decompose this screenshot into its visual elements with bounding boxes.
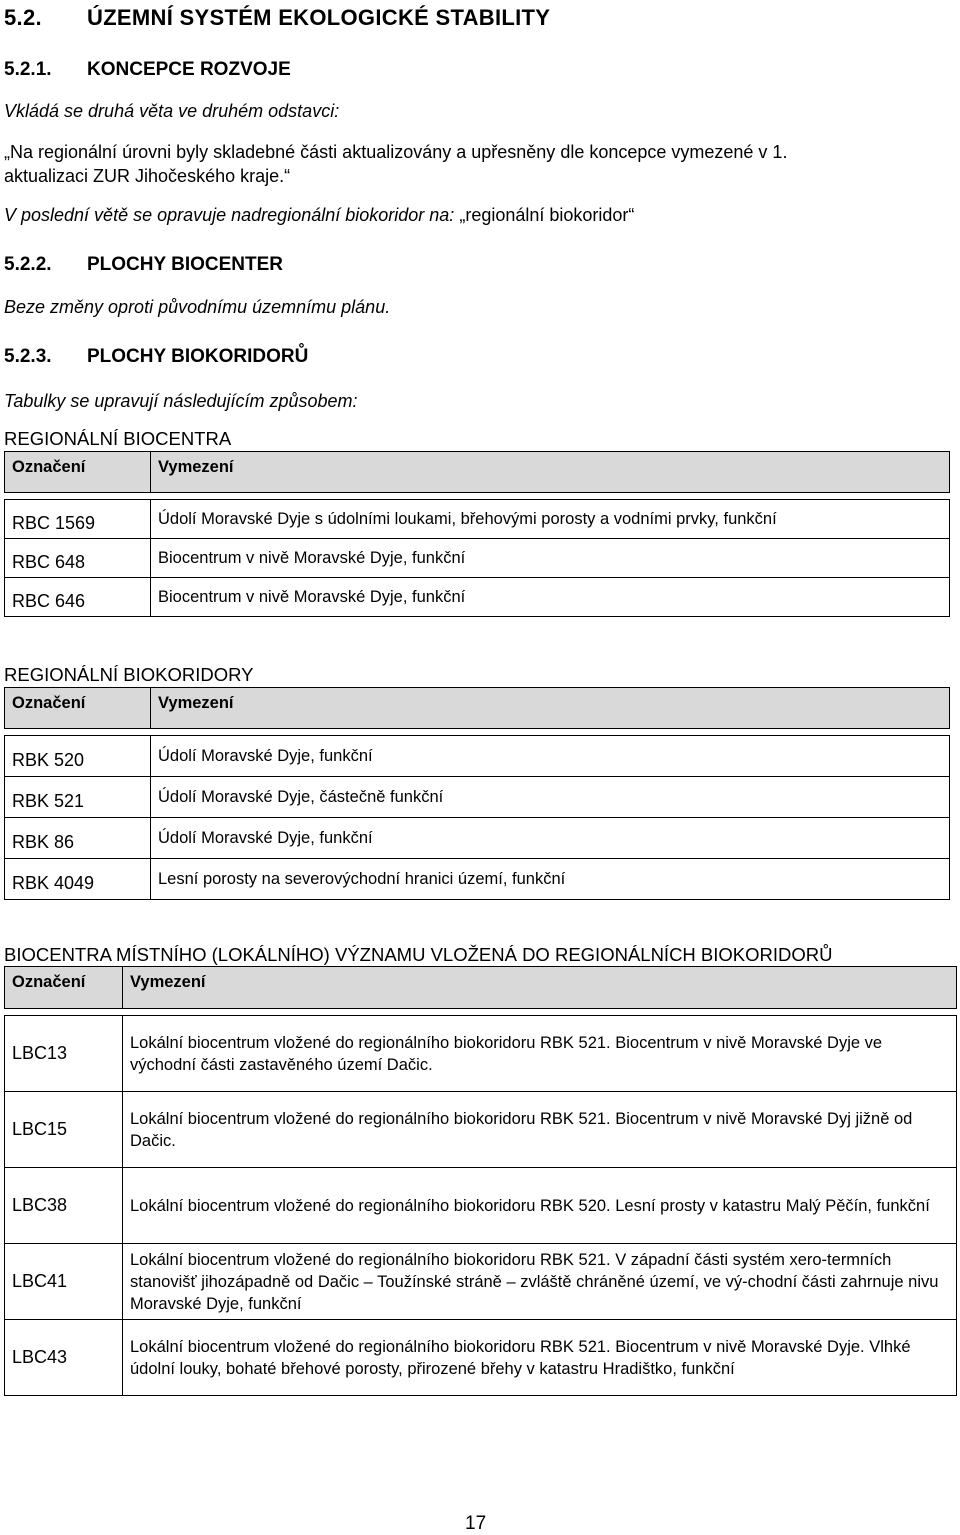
section-title: ÚZEMNÍ SYSTÉM EKOLOGICKÉ STABILITY <box>87 5 551 30</box>
quote-line-2: aktualizaci ZUR Jihočeského kraje.“ <box>4 166 291 186</box>
row-desc: Lokální biocentrum vložené do regionálního biokoridoru RBK 520. Lesní prosty v katastru Malý Pěčín, funkční <box>123 1168 957 1244</box>
row-code: LBC41 <box>5 1244 123 1320</box>
table-row <box>5 1244 957 1320</box>
table-row <box>5 818 950 859</box>
intro-text: Vkládá se druhá věta ve druhém odstavci: <box>4 101 340 121</box>
row-desc: Lokální biocentrum vložené do regionálního biokoridoru RBK 521. V západní části systém xero-termních stanovišť jihozápadně od Dačic – Toužínské stráně – zvláště chráněné území, ve vý-chodní části zahrnuje nivu Moravské Dyje, funkční <box>123 1244 957 1320</box>
table-row <box>5 1320 957 1396</box>
row-code: RBC 648 <box>5 539 151 578</box>
section-number: 5.2. <box>4 5 42 30</box>
table3-title: BIOCENTRA MÍSTNÍHO (LOKÁLNÍHO) VÝZNAMU VLOŽENÁ DO REGIONÁLNÍCH BIOKORIDORŮ <box>4 944 833 965</box>
section-heading-5-2 <box>4 5 550 31</box>
row-code: LBC13 <box>5 1016 123 1092</box>
table-header-row <box>5 452 950 493</box>
table-row <box>5 859 950 900</box>
row-desc: Údolí Moravské Dyje, částečně funkční <box>151 777 950 818</box>
row-code: RBK 520 <box>5 736 151 777</box>
table-spacer <box>5 729 950 736</box>
quote-line-1: „Na regionální úrovni byly skladebné části aktualizovány a upřesněny dle koncepce vymezené v 1. <box>4 142 788 162</box>
row-desc: Lokální biocentrum vložené do regionálního biokoridoru RBK 521. Biocentrum v nivě Moravské Dyje ve východní části zastavěného území Dačic. <box>123 1016 957 1092</box>
table-row <box>5 777 950 818</box>
row-code: RBK 521 <box>5 777 151 818</box>
column-header-desc: Vymezení <box>151 688 950 729</box>
table-row <box>5 539 950 578</box>
correction-text <box>4 205 634 226</box>
regional-biocorridors-table <box>4 687 950 900</box>
column-header-code: Označení <box>5 452 151 493</box>
tables-intro-text: Tabulky se upravují následujícím způsobem: <box>4 391 358 411</box>
row-desc: Údolí Moravské Dyje s údolními loukami, břehovými porosty a vodními prvky, funkční <box>151 500 950 539</box>
correction-label: V poslední větě se opravuje nadregionální biokoridor na: <box>4 205 455 225</box>
row-code: RBC 1569 <box>5 500 151 539</box>
table-row <box>5 578 950 617</box>
row-code: RBK 86 <box>5 818 151 859</box>
local-biocenters-table <box>4 966 957 1396</box>
column-header-desc: Vymezení <box>151 452 950 493</box>
row-desc: Údolí Moravské Dyje, funkční <box>151 818 950 859</box>
section-title: PLOCHY BIOKORIDORŮ <box>87 346 309 367</box>
section-heading-5-2-1 <box>4 59 291 81</box>
row-code: RBK 4049 <box>5 859 151 900</box>
section-number: 5.2.3. <box>4 346 52 367</box>
table1-title: REGIONÁLNÍ BIOCENTRA <box>4 428 232 449</box>
table-spacer <box>5 1009 957 1016</box>
table-row <box>5 500 950 539</box>
section-heading-5-2-3 <box>4 346 308 368</box>
row-code: RBC 646 <box>5 578 151 617</box>
row-desc: Lokální biocentrum vložené do regionálního biokoridoru RBK 521. Biocentrum v nivě Moravské Dyj jižně od Dačic. <box>123 1092 957 1168</box>
section-title: PLOCHY BIOCENTER <box>87 254 284 275</box>
table-spacer <box>5 493 950 500</box>
table-header-row <box>5 688 950 729</box>
no-change-text: Beze změny oproti původnímu územnímu plánu. <box>4 297 391 317</box>
section-number: 5.2.2. <box>4 254 52 275</box>
table2-title: REGIONÁLNÍ BIOKORIDORY <box>4 664 254 685</box>
column-header-desc: Vymezení <box>123 967 957 1009</box>
correction-value: „regionální biokoridor“ <box>459 205 635 225</box>
row-desc: Údolí Moravské Dyje, funkční <box>151 736 950 777</box>
row-desc: Biocentrum v nivě Moravské Dyje, funkční <box>151 539 950 578</box>
table-row <box>5 1016 957 1092</box>
regional-biocenters-table <box>4 451 950 617</box>
table-header-row <box>5 967 957 1009</box>
column-header-code: Označení <box>5 688 151 729</box>
row-desc: Biocentrum v nivě Moravské Dyje, funkční <box>151 578 950 617</box>
column-header-code: Označení <box>5 967 123 1009</box>
row-desc: Lokální biocentrum vložené do regionálního biokoridoru RBK 521. Biocentrum v nivě Moravské Dyje. Vlhké údolní louky, bohaté břehové porosty, přirozené břehy v katastru Hradištko, funkční <box>123 1320 957 1396</box>
page-number: 17 <box>465 1513 487 1534</box>
section-title: KONCEPCE ROZVOJE <box>87 59 291 80</box>
section-number: 5.2.1. <box>4 59 52 80</box>
row-code: LBC15 <box>5 1092 123 1168</box>
table-row <box>5 1092 957 1168</box>
row-code: LBC38 <box>5 1168 123 1244</box>
table-row <box>5 736 950 777</box>
row-code: LBC43 <box>5 1320 123 1396</box>
row-desc: Lesní porosty na severovýchodní hranici území, funkční <box>151 859 950 900</box>
table-row <box>5 1168 957 1244</box>
section-heading-5-2-2 <box>4 254 283 276</box>
